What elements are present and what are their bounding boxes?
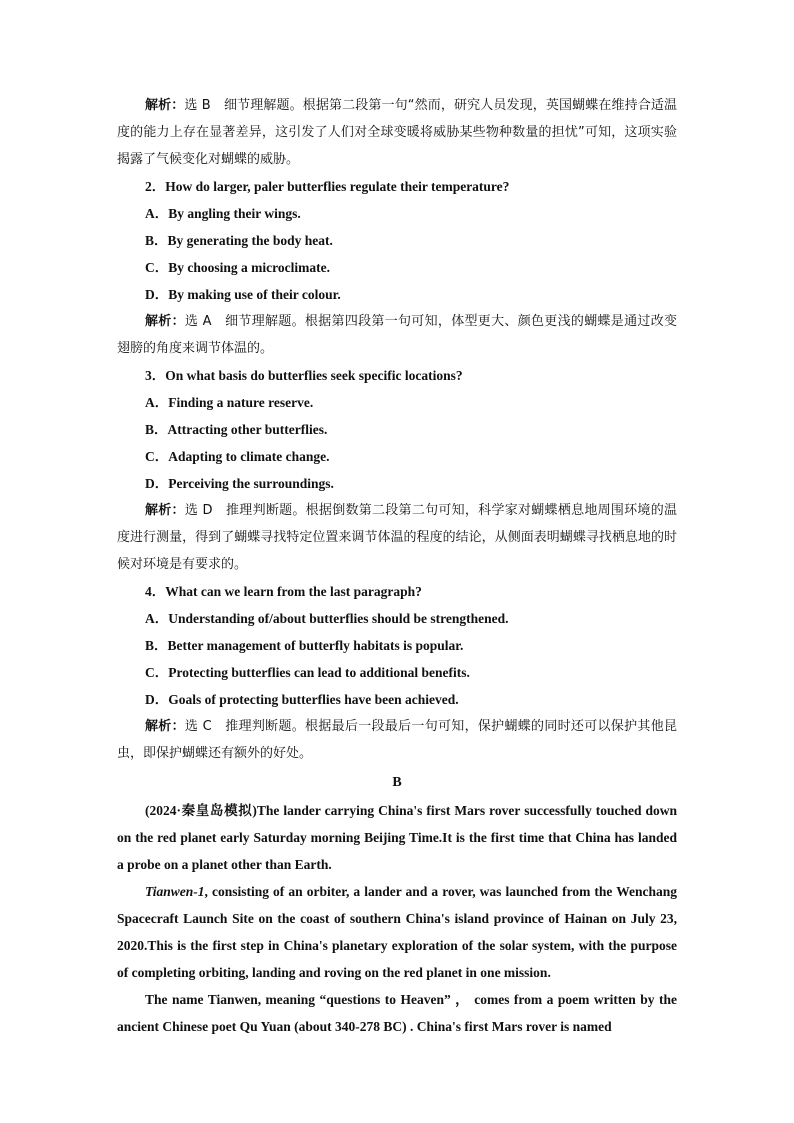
question-3-option-a: A．Finding a nature reserve.	[145, 395, 314, 410]
explanation-text: 选 A 细节理解题。根据第四段第一句可知，体型更大、颜色更浅的蝴蝶是通过改变翅膀的角度来调节体温的。	[117, 314, 677, 356]
question-4-option-c: C．Protecting butterflies can lead to additional benefits.	[145, 665, 470, 680]
question-3-option-c: C．Adapting to climate change.	[145, 449, 330, 464]
question-3-stem: 3．On what basis do butterflies seek specific locations?	[145, 368, 463, 383]
document-page	[117, 92, 677, 1040]
question-2-option-c: C．By choosing a microclimate.	[145, 260, 330, 275]
explanation-label: 解析：	[145, 503, 185, 518]
question-4-option-b: B．Better management of butterfly habitats is popular.	[145, 638, 464, 653]
question-2-option-d: D．By making use of their colour.	[145, 287, 341, 302]
explanation-text: 选 D 推理判断题。根据倒数第二段第二句可知，科学家对蝴蝶栖息地周围环境的温度进行测量，得到了蝴蝶寻找特定位置来调节体温的程度的结论，从侧面表明蝴蝶寻找栖息地的时候对环境是有要求的。	[117, 503, 677, 572]
explanation-1	[117, 92, 677, 173]
explanation-label: 解析：	[145, 719, 185, 734]
paragraph-text: , consisting of an orbiter, a lander and a rover, was launched from the Wenchang Spacecraft Launch Site on the coast of southern China's island province of Hainan on July 23, 2020.This is the first step in China's planetary exploration of the solar system, with the purpose of completing orbiting, landing and roving on the red planet in one mission.	[117, 884, 677, 980]
explanation-label: 解析：	[145, 314, 185, 329]
question-4-option-a: A．Understanding of/about butterflies should be strengthened.	[145, 611, 509, 626]
explanation-4	[117, 713, 677, 767]
question-4-option-d: D．Goals of protecting butterflies have been achieved.	[145, 692, 459, 707]
explanation-3	[117, 497, 677, 578]
explanation-text: 选 B 细节理解题。根据第二段第一句“然而，研究人员发现，英国蝴蝶在维持合适温度的能力上存在显著差异，这引发了人们对全球变暖将威胁某些物种数量的担忧”可知，这项实验揭露了气候变化对蝴蝶的威胁。	[117, 98, 677, 167]
mission-name: Tianwen-1	[145, 884, 205, 899]
question-3-option-d: D．Perceiving the surroundings.	[145, 476, 334, 491]
passage-paragraph-3: The name Tianwen, meaning “questions to Heaven” ， comes from a poem written by the ancient Chinese poet Qu Yuan (about 340-278 BC) . China's first Mars rover is named	[117, 992, 677, 1034]
question-3-option-b: B．Attracting other butterflies.	[145, 422, 328, 437]
question-2-stem: 2．How do larger, paler butterflies regulate their temperature?	[145, 179, 510, 194]
explanation-2	[117, 308, 677, 362]
question-2-option-a: A．By angling their wings.	[145, 206, 301, 221]
explanation-text: 选 C 推理判断题。根据最后一段最后一句可知，保护蝴蝶的同时还可以保护其他昆虫，即保护蝴蝶还有额外的好处。	[117, 719, 677, 761]
paragraph-text: The lander carrying China's first Mars rover successfully touched down on the red planet early Saturday morning Beijing Time.It is the first time that China has landed a probe on a planet other than Earth.	[117, 803, 677, 872]
question-2-option-b: B．By generating the body heat.	[145, 233, 333, 248]
question-4-stem: 4．What can we learn from the last paragraph?	[145, 584, 422, 599]
section-heading: B	[392, 775, 402, 790]
passage-paragraph-2	[117, 878, 677, 986]
source-tag: (2024·秦皇岛模拟)	[145, 803, 257, 818]
passage-paragraph-1	[117, 797, 677, 878]
explanation-label: 解析：	[145, 98, 185, 113]
